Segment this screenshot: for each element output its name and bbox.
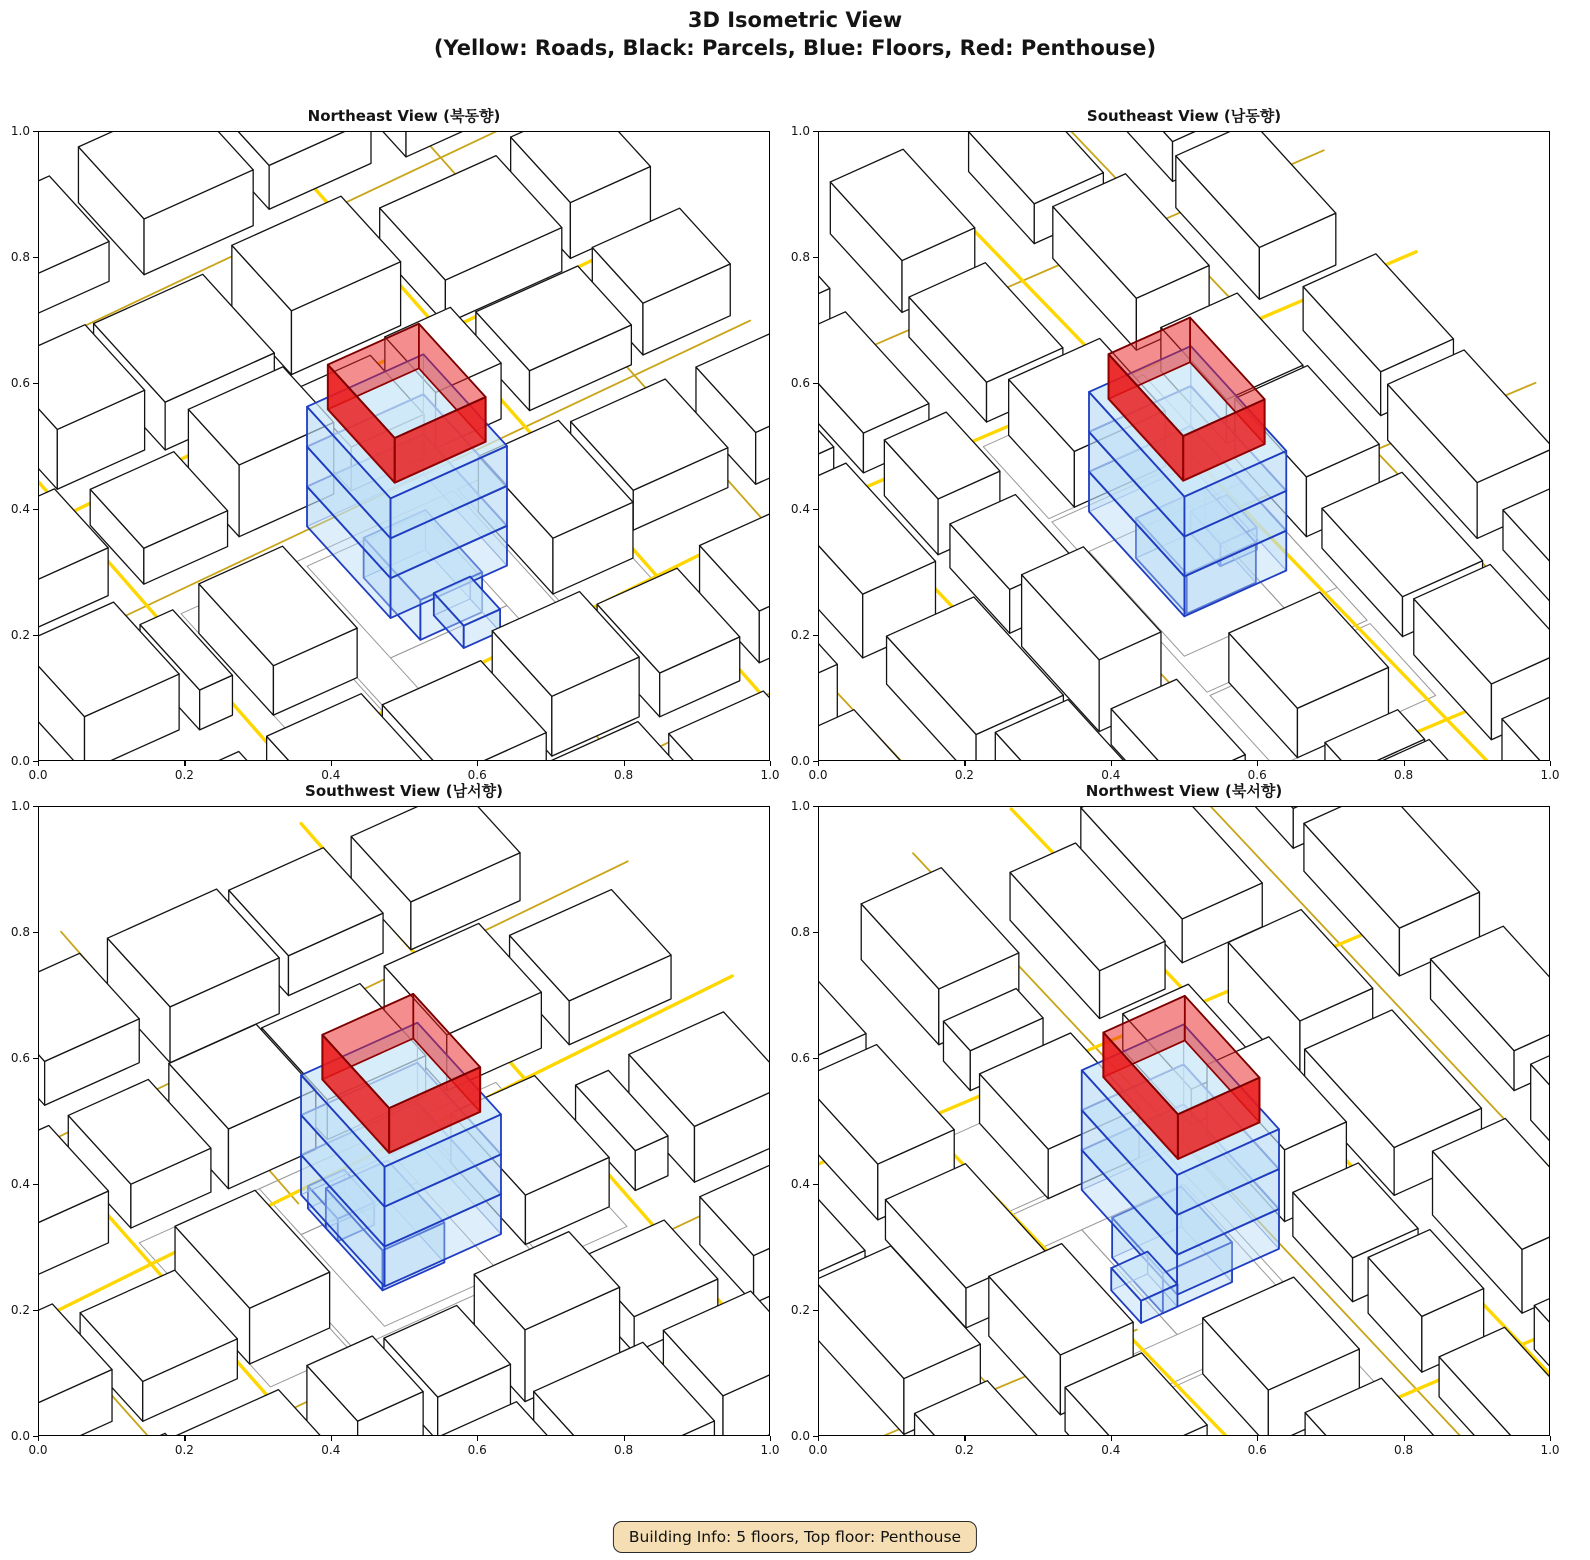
y-tick-mark [33, 932, 38, 933]
x-tick-label: 0.8 [614, 768, 634, 782]
x-tick-mark [1404, 1436, 1405, 1441]
y-tick-mark [33, 383, 38, 384]
x-tick-mark [38, 1436, 39, 1441]
y-tick-label: 1.0 [790, 124, 810, 138]
x-tick-label: 0.8 [614, 1443, 634, 1457]
x-tick-mark [1257, 761, 1258, 766]
y-tick-label: 0.0 [790, 1429, 810, 1443]
x-tick-label: 0.0 [808, 1443, 828, 1457]
x-tick-label: 0.4 [1101, 1443, 1121, 1457]
y-tick-label: 0.6 [10, 1051, 30, 1065]
subplot-northwest [790, 782, 1560, 1457]
subplot-title-northeast: Northeast View (북동향) [307, 107, 501, 125]
y-tick-mark [33, 257, 38, 258]
x-tick-label: 0.8 [1394, 1443, 1414, 1457]
y-tick-mark [33, 131, 38, 132]
y-tick-mark [33, 1058, 38, 1059]
axes-northeast [38, 131, 770, 761]
x-tick-label: 1.0 [1540, 768, 1560, 782]
y-tick-mark [813, 932, 818, 933]
building-info-badge: Building Info: 5 floors, Top floor: Penthouse [613, 1521, 977, 1553]
scene-northwest-view [819, 807, 1549, 1435]
x-tick-mark [770, 1436, 771, 1441]
x-tick-mark [1550, 761, 1551, 766]
subplot-title-northwest: Northwest View (북서향) [1085, 782, 1283, 800]
axes-northwest [818, 806, 1550, 1436]
y-tick-label: 0.0 [10, 754, 30, 768]
y-tick-mark [813, 761, 818, 762]
x-tick-mark [1111, 1436, 1112, 1441]
y-tick-label: 0.6 [790, 1051, 810, 1065]
x-tick-mark [1404, 761, 1405, 766]
x-tick-label: 0.2 [174, 1443, 194, 1457]
x-tick-label: 0.6 [1247, 1443, 1267, 1457]
y-tick-label: 0.8 [790, 250, 810, 264]
y-tick-mark [813, 383, 818, 384]
x-tick-mark [38, 761, 39, 766]
y-tick-mark [813, 1436, 818, 1437]
y-tick-label: 0.2 [10, 628, 30, 642]
x-tick-label: 0.8 [1394, 768, 1414, 782]
x-tick-mark [184, 761, 185, 766]
y-tick-mark [33, 761, 38, 762]
y-tick-mark [33, 635, 38, 636]
y-tick-label: 0.8 [790, 925, 810, 939]
x-tick-mark [818, 761, 819, 766]
x-tick-label: 0.4 [321, 768, 341, 782]
y-tick-label: 0.8 [10, 925, 30, 939]
x-tick-label: 0.2 [954, 768, 974, 782]
y-tick-mark [33, 509, 38, 510]
x-tick-mark [331, 761, 332, 766]
x-tick-mark [1550, 1436, 1551, 1441]
y-tick-label: 0.6 [10, 376, 30, 390]
x-tick-label: 0.6 [1247, 768, 1267, 782]
y-tick-label: 0.4 [790, 1177, 810, 1191]
x-tick-label: 0.0 [28, 1443, 48, 1457]
x-tick-mark [1257, 1436, 1258, 1441]
x-tick-mark [184, 1436, 185, 1441]
x-tick-mark [770, 761, 771, 766]
x-tick-label: 0.0 [808, 768, 828, 782]
x-tick-label: 0.2 [954, 1443, 974, 1457]
y-tick-mark [813, 509, 818, 510]
y-tick-label: 0.4 [10, 502, 30, 516]
subplot-northeast [10, 107, 780, 782]
subplot-title-southwest: Southwest View (남서향) [305, 782, 503, 800]
scene-northeast-view [39, 132, 769, 760]
x-tick-label: 1.0 [760, 768, 780, 782]
x-tick-mark [624, 1436, 625, 1441]
y-tick-label: 0.4 [10, 1177, 30, 1191]
x-tick-label: 0.4 [1101, 768, 1121, 782]
y-tick-mark [813, 1310, 818, 1311]
y-tick-label: 1.0 [790, 799, 810, 813]
y-tick-label: 0.8 [10, 250, 30, 264]
y-tick-mark [813, 806, 818, 807]
subplot-southeast [790, 107, 1560, 782]
y-tick-mark [813, 131, 818, 132]
y-tick-mark [33, 1184, 38, 1185]
subplot-southwest [10, 782, 780, 1457]
y-tick-label: 0.0 [10, 1429, 30, 1443]
x-tick-label: 1.0 [1540, 1443, 1560, 1457]
y-tick-label: 0.4 [790, 502, 810, 516]
x-tick-label: 1.0 [760, 1443, 780, 1457]
figure-title [0, 7, 1590, 62]
x-tick-mark [964, 1436, 965, 1441]
y-tick-label: 1.0 [10, 124, 30, 138]
y-tick-mark [813, 1184, 818, 1185]
x-tick-mark [624, 761, 625, 766]
x-tick-mark [331, 1436, 332, 1441]
y-tick-label: 0.2 [790, 1303, 810, 1317]
y-tick-mark [813, 257, 818, 258]
x-tick-mark [1111, 761, 1112, 766]
x-tick-label: 0.0 [28, 768, 48, 782]
y-tick-label: 0.6 [790, 376, 810, 390]
y-tick-label: 0.2 [10, 1303, 30, 1317]
axes-southeast [818, 131, 1550, 761]
x-tick-label: 0.6 [467, 768, 487, 782]
subplot-title-southeast: Southeast View (남동향) [1086, 107, 1282, 125]
y-tick-mark [33, 1436, 38, 1437]
x-tick-mark [818, 1436, 819, 1441]
figure-title-line1: 3D Isometric View [687, 8, 903, 32]
y-tick-label: 1.0 [10, 799, 30, 813]
figure-title-line2: (Yellow: Roads, Black: Parcels, Blue: Floors, Red: Penthouse) [433, 35, 1157, 60]
scene-southeast-view [819, 132, 1549, 760]
y-tick-mark [813, 635, 818, 636]
x-tick-mark [477, 1436, 478, 1441]
y-tick-mark [33, 806, 38, 807]
x-tick-mark [477, 761, 478, 766]
y-tick-mark [33, 1310, 38, 1311]
y-tick-label: 0.2 [790, 628, 810, 642]
scene-southwest-view [39, 807, 769, 1435]
axes-southwest [38, 806, 770, 1436]
x-tick-mark [964, 761, 965, 766]
y-tick-label: 0.0 [790, 754, 810, 768]
x-tick-label: 0.6 [467, 1443, 487, 1457]
y-tick-mark [813, 1058, 818, 1059]
x-tick-label: 0.2 [174, 768, 194, 782]
x-tick-label: 0.4 [321, 1443, 341, 1457]
